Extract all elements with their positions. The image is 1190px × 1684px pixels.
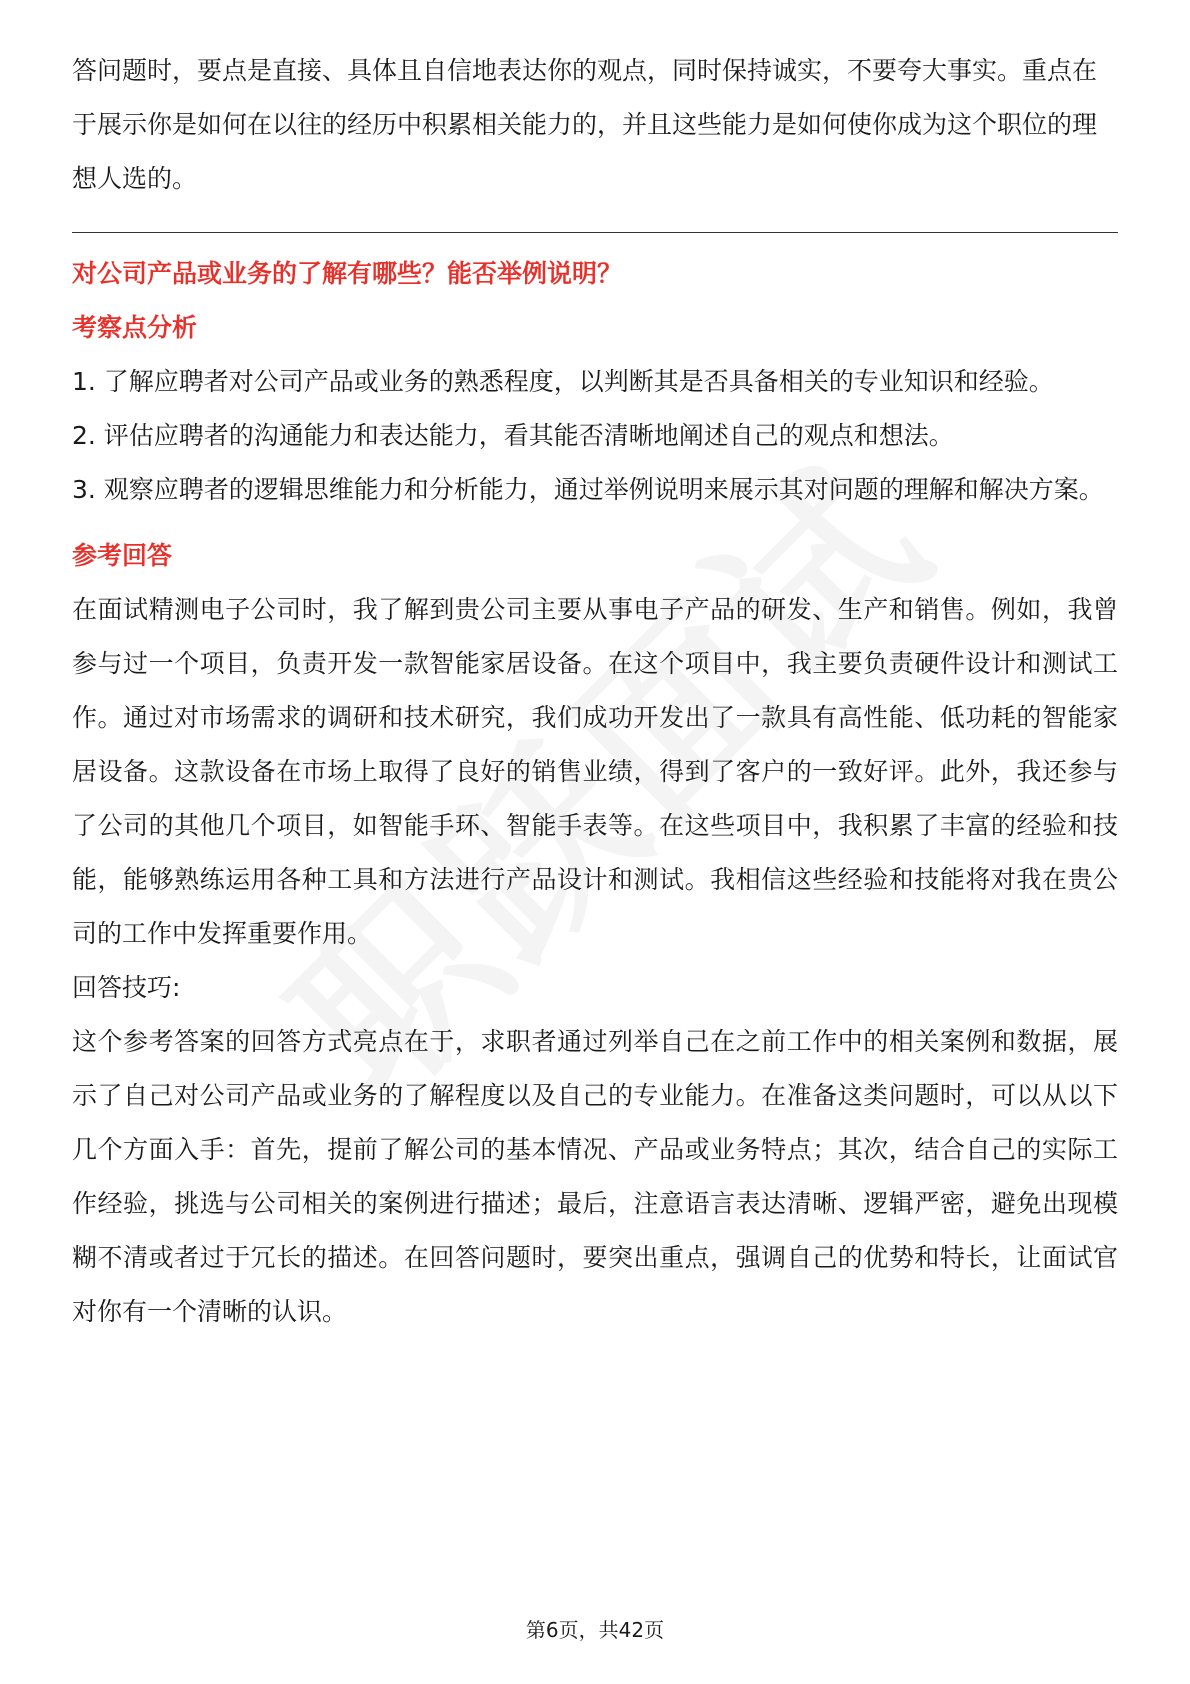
tips-text: 这个参考答案的回答方式亮点在于，求职者通过列举自己在之前工作中的相关案例和数据，展示了自己对公司产品或业务的了解程度以及自己的专业能力。在准备这类问题时，可以从以下几个方面入手：首先，提前了解公司的基本情况、产品或业务特点；其次，结合自己的实际工作经验，挑选与公司相关的案例进行描述；最后，注意语言表达清晰、逻辑严密，避免出现模糊不清或者过于冗长的描述。在回答问题时，要突出重点，强调自己的优势和特长，让面试官对你有一个清晰的认识。 <box>72 1027 1118 1326</box>
analysis-item: 1. 了解应聘者对公司产品或业务的熟悉程度，以判断其是否具备相关的专业知识和经验。 <box>72 367 1054 396</box>
analysis-item: 2. 评估应聘者的沟通能力和表达能力，看其能否清晰地阐述自己的观点和想法。 <box>72 421 954 450</box>
page-number: 第6页，共42页 <box>525 1618 665 1642</box>
page-content <box>72 44 1118 1339</box>
section-divider <box>72 232 1118 233</box>
intro-paragraph: 答问题时，要点是直接、具体且自信地表达你的观点，同时保持诚实，不要夸大事实。重点在于展示你是如何在以往的经历中积累相关能力的，并且这些能力是如何使你成为这个职位的理想人选的。 <box>72 56 1098 193</box>
tips-heading: 回答技巧: <box>72 973 181 1002</box>
answer-text: 在面试精测电子公司时，我了解到贵公司主要从事电子产品的研发、生产和销售。例如，我曾参与过一个项目，负责开发一款智能家居设备。在这个项目中，我主要负责硬件设计和测试工作。通过对市场需求的调研和技术研究，我们成功开发出了一款具有高性能、低功耗的智能家居设备。这款设备在市场上取得了良好的销售业绩，得到了客户的一致好评。此外，我还参与了公司的其他几个项目，如智能手环、智能手表等。在这些项目中，我积累了丰富的经验和技能，能够熟练运用各种工具和方法进行产品设计和测试。我相信这些经验和技能将对我在贵公司的工作中发挥重要作用。 <box>72 595 1118 948</box>
analysis-heading: 考察点分析 <box>72 313 198 342</box>
answer-heading: 参考回答 <box>72 541 173 570</box>
question-title: 对公司产品或业务的了解有哪些？能否举例说明？ <box>72 259 623 288</box>
analysis-item: 3. 观察应聘者的逻辑思维能力和分析能力，通过举例说明来展示其对问题的理解和解决方案。 <box>72 475 1104 504</box>
